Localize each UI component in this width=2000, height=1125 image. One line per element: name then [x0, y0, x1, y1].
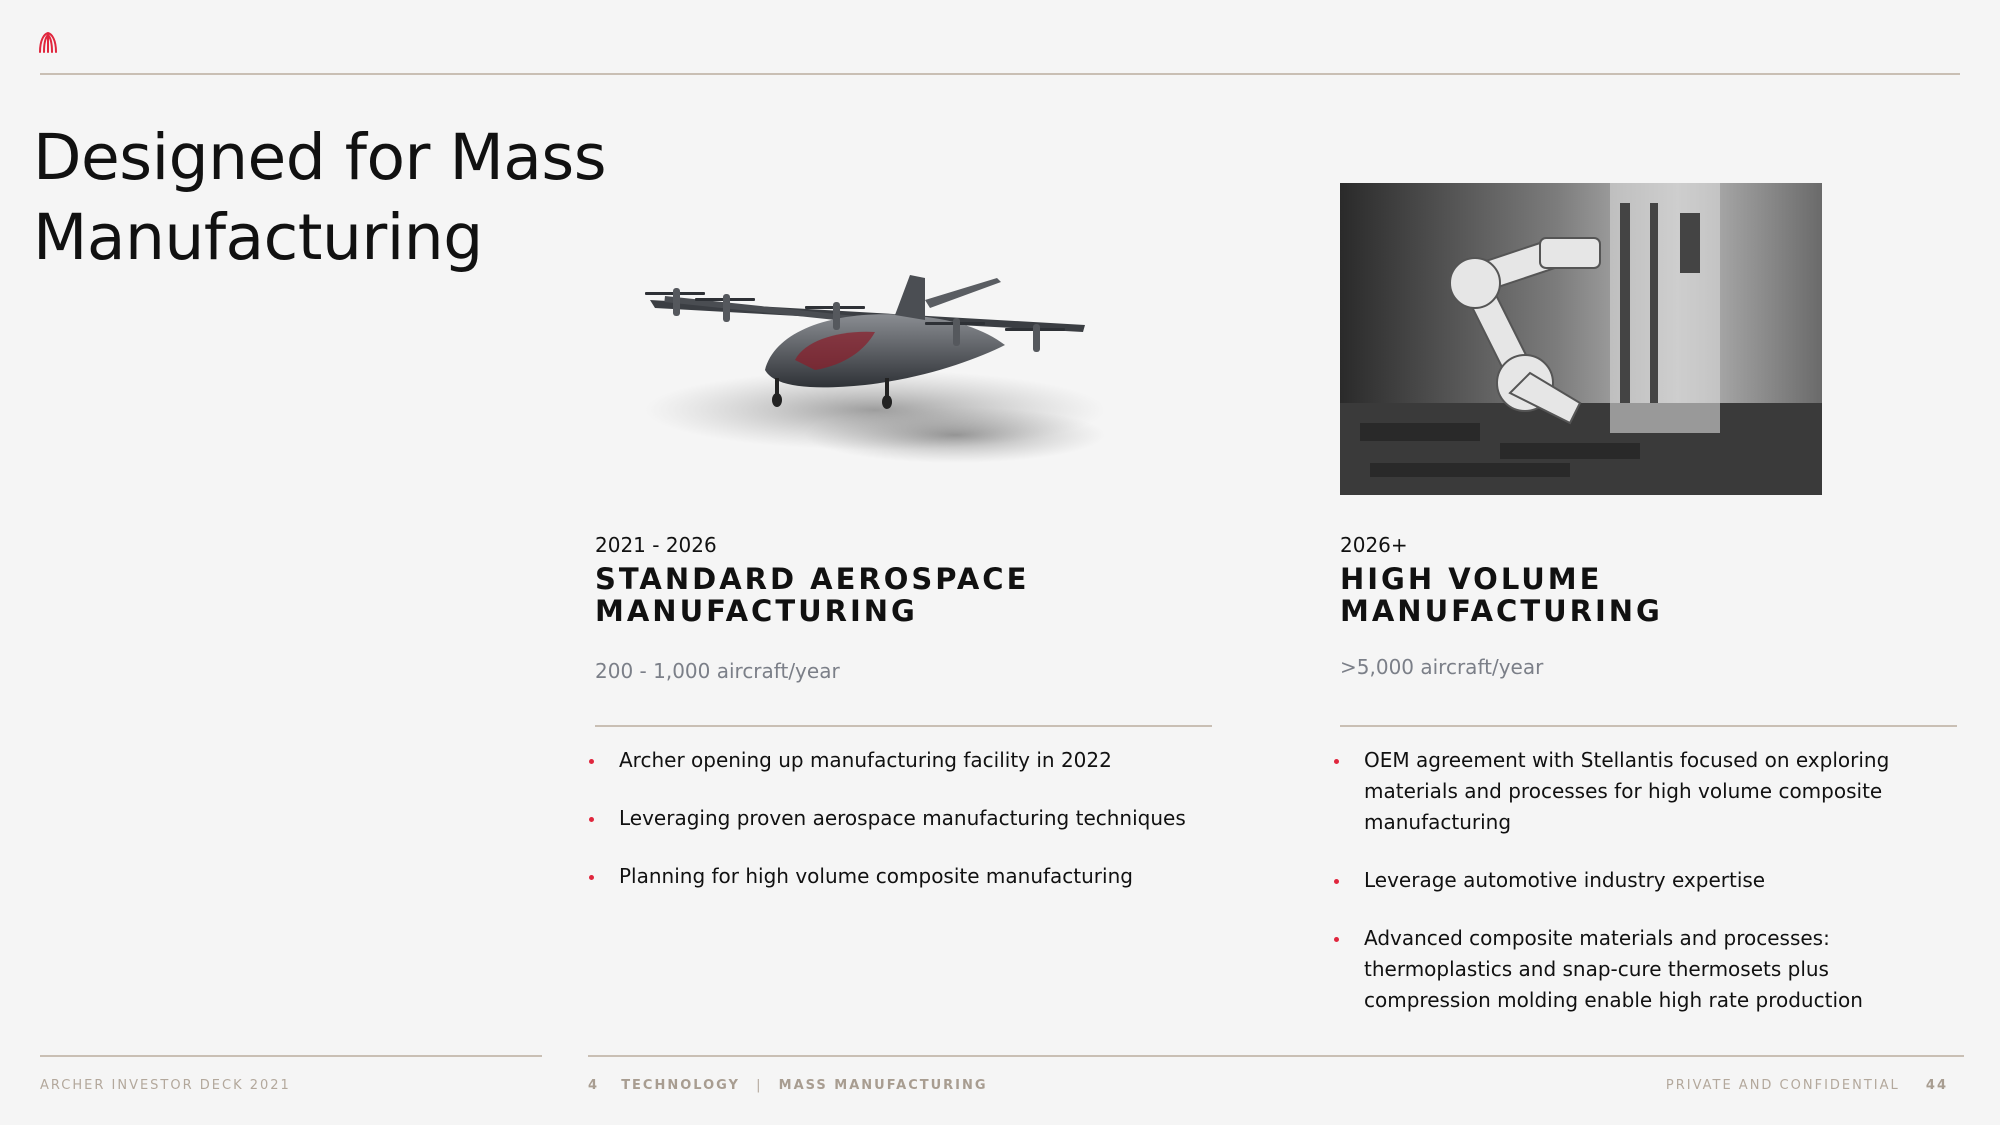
- list-item: Advanced composite materials and processes: thermoplastics and snap-cure thermosets plus compression molding enable high rate production: [1334, 923, 1960, 1016]
- page-number: 44: [1925, 1078, 1948, 1093]
- section-heading-line-1: HIGH VOLUME: [1340, 562, 1603, 596]
- robot-arm-image: [1340, 183, 1822, 495]
- page-title: [33, 118, 606, 278]
- page-title-line-1: Designed for Mass: [33, 121, 607, 194]
- header-divider: [40, 73, 1960, 75]
- column-1-bullets: [589, 745, 1209, 919]
- column-2-bullets: [1334, 745, 1960, 1043]
- column-1-divider: [595, 725, 1212, 727]
- footer-confidential: [1666, 1078, 1948, 1093]
- production-rate: >5,000 aircraft/year: [1340, 655, 1544, 679]
- section-heading: [1340, 563, 1960, 627]
- column-2-divider: [1340, 725, 1957, 727]
- aircraft-image: [625, 260, 1145, 500]
- archer-logo-icon: [36, 30, 60, 54]
- column-high-volume: [1340, 533, 1960, 679]
- list-item: Leveraging proven aerospace manufacturing techniques: [589, 803, 1209, 834]
- section-heading: [595, 563, 1215, 627]
- period-label: 2021 - 2026: [595, 533, 717, 557]
- footer-section-number: 4: [588, 1078, 600, 1093]
- footer-confidential-label: PRIVATE AND CONFIDENTIAL: [1665, 1078, 1900, 1093]
- period-label: 2026+: [1340, 533, 1408, 557]
- footer-breadcrumb: [588, 1078, 988, 1093]
- page-title-line-2: Manufacturing: [33, 201, 483, 274]
- section-heading-line-1: STANDARD AEROSPACE: [595, 562, 1030, 596]
- footer-divider-glyph: |: [756, 1078, 763, 1093]
- footer-divider-right: [588, 1055, 1964, 1057]
- footer-deck-name: ARCHER INVESTOR DECK 2021: [40, 1078, 291, 1093]
- section-heading-line-2: MANUFACTURING: [595, 594, 918, 628]
- list-item: OEM agreement with Stellantis focused on exploring materials and processes for high volume composite manufacturing: [1334, 745, 1960, 838]
- section-heading-line-2: MANUFACTURING: [1340, 594, 1663, 628]
- footer-section: TECHNOLOGY: [621, 1078, 740, 1093]
- list-item: Archer opening up manufacturing facility in 2022: [589, 745, 1209, 776]
- production-rate: 200 - 1,000 aircraft/year: [595, 659, 840, 683]
- list-item: Planning for high volume composite manufacturing: [589, 861, 1209, 892]
- list-item: Leverage automotive industry expertise: [1334, 865, 1960, 896]
- footer-subsection: MASS MANUFACTURING: [778, 1078, 988, 1093]
- column-standard-aerospace: [595, 533, 1215, 683]
- footer-divider-left: [40, 1055, 542, 1057]
